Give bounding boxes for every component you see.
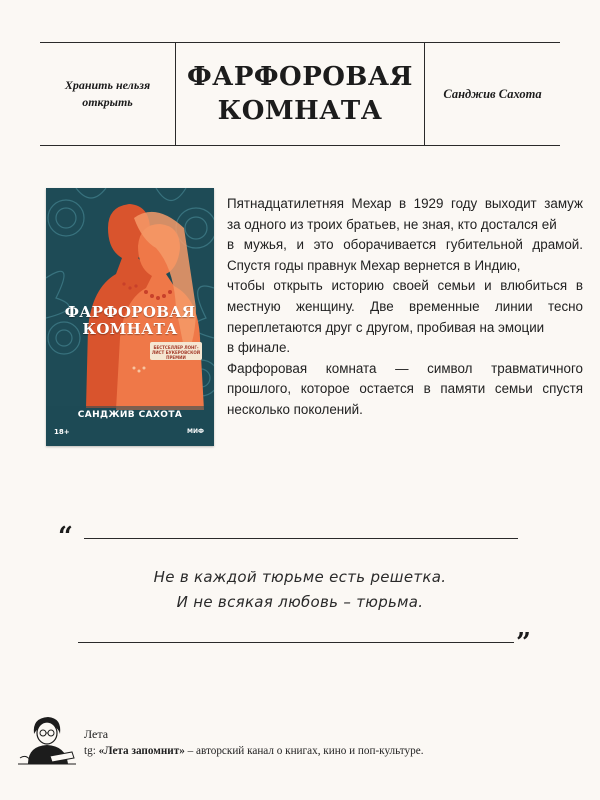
- description-line: за одного из троих братьев, не зная, кто достался ей: [227, 216, 557, 232]
- quote-line-2: И не всякая любовь – тюрьма.: [176, 593, 424, 611]
- description-line: Спустя годы правнук Мехар вернется в Индию,: [227, 257, 521, 273]
- quote-line-1: Не в каждой тюрьме есть решетка.: [153, 568, 447, 586]
- header-tagline-cell: [40, 43, 176, 145]
- footer-channel-link[interactable]: «Лета запомнит»: [98, 745, 185, 757]
- cover-title-line1: ФАРФОРОВАЯ: [64, 303, 196, 321]
- quote-bottom-rule: [78, 642, 514, 643]
- description-line: чтобы открыть историю своей семьи и влюбиться в: [227, 278, 583, 294]
- cover-badge: БЕСТСЕЛЛЕР ЛОНГ-ЛИСТ БУКЕРОВСКОЙ ПРЕМИИ: [150, 342, 202, 360]
- quote-top-rule: [84, 538, 518, 539]
- author-avatar: [16, 714, 78, 766]
- description-line: переплетаются друг с другом, пробивая на эмоции: [227, 319, 545, 335]
- book-description: [227, 194, 583, 421]
- description-line: Фарфоровая комната — символ травматичного: [227, 360, 583, 376]
- header-banner: [40, 42, 560, 146]
- footer-prefix: tg:: [84, 745, 99, 757]
- page-title: ФАРФОРОВАЯ КОМНАТА: [187, 62, 413, 126]
- description-line: несколько поколений.: [227, 401, 363, 417]
- description-line: прошлого, которое остается в памяти семьи спустя: [227, 381, 583, 397]
- cover-title-line2: КОМНАТА: [82, 320, 178, 338]
- book-cover: [46, 188, 214, 446]
- header-author-cell: [425, 43, 560, 145]
- cover-title: [46, 304, 214, 338]
- footer-channel-line: [84, 745, 424, 757]
- cover-age-rating: 18+: [54, 428, 70, 436]
- description-line: Пятнадцатилетняя Мехар в 1929 году выходит замуж: [227, 196, 583, 211]
- header-author: Санджив Сахота: [443, 86, 542, 101]
- header-title-cell: [176, 43, 425, 145]
- description-line: в мужья, и это оборачивается губительной драмой.: [227, 237, 583, 253]
- cover-author: САНДЖИВ САХОТА: [77, 410, 183, 420]
- header-tagline: Хранить нельзя открыть: [64, 78, 151, 109]
- footer-author-name: Лета: [84, 727, 109, 741]
- footer-suffix: – авторский канал о книгах, кино и поп-культуре.: [184, 745, 424, 757]
- description-line: в финале.: [227, 340, 291, 356]
- description-line: местную женщину. Две временные линии тесно: [227, 298, 583, 314]
- close-quote-icon: ”: [516, 628, 531, 658]
- cover-publisher: МИФ: [187, 428, 204, 435]
- open-quote-icon: “: [58, 522, 73, 552]
